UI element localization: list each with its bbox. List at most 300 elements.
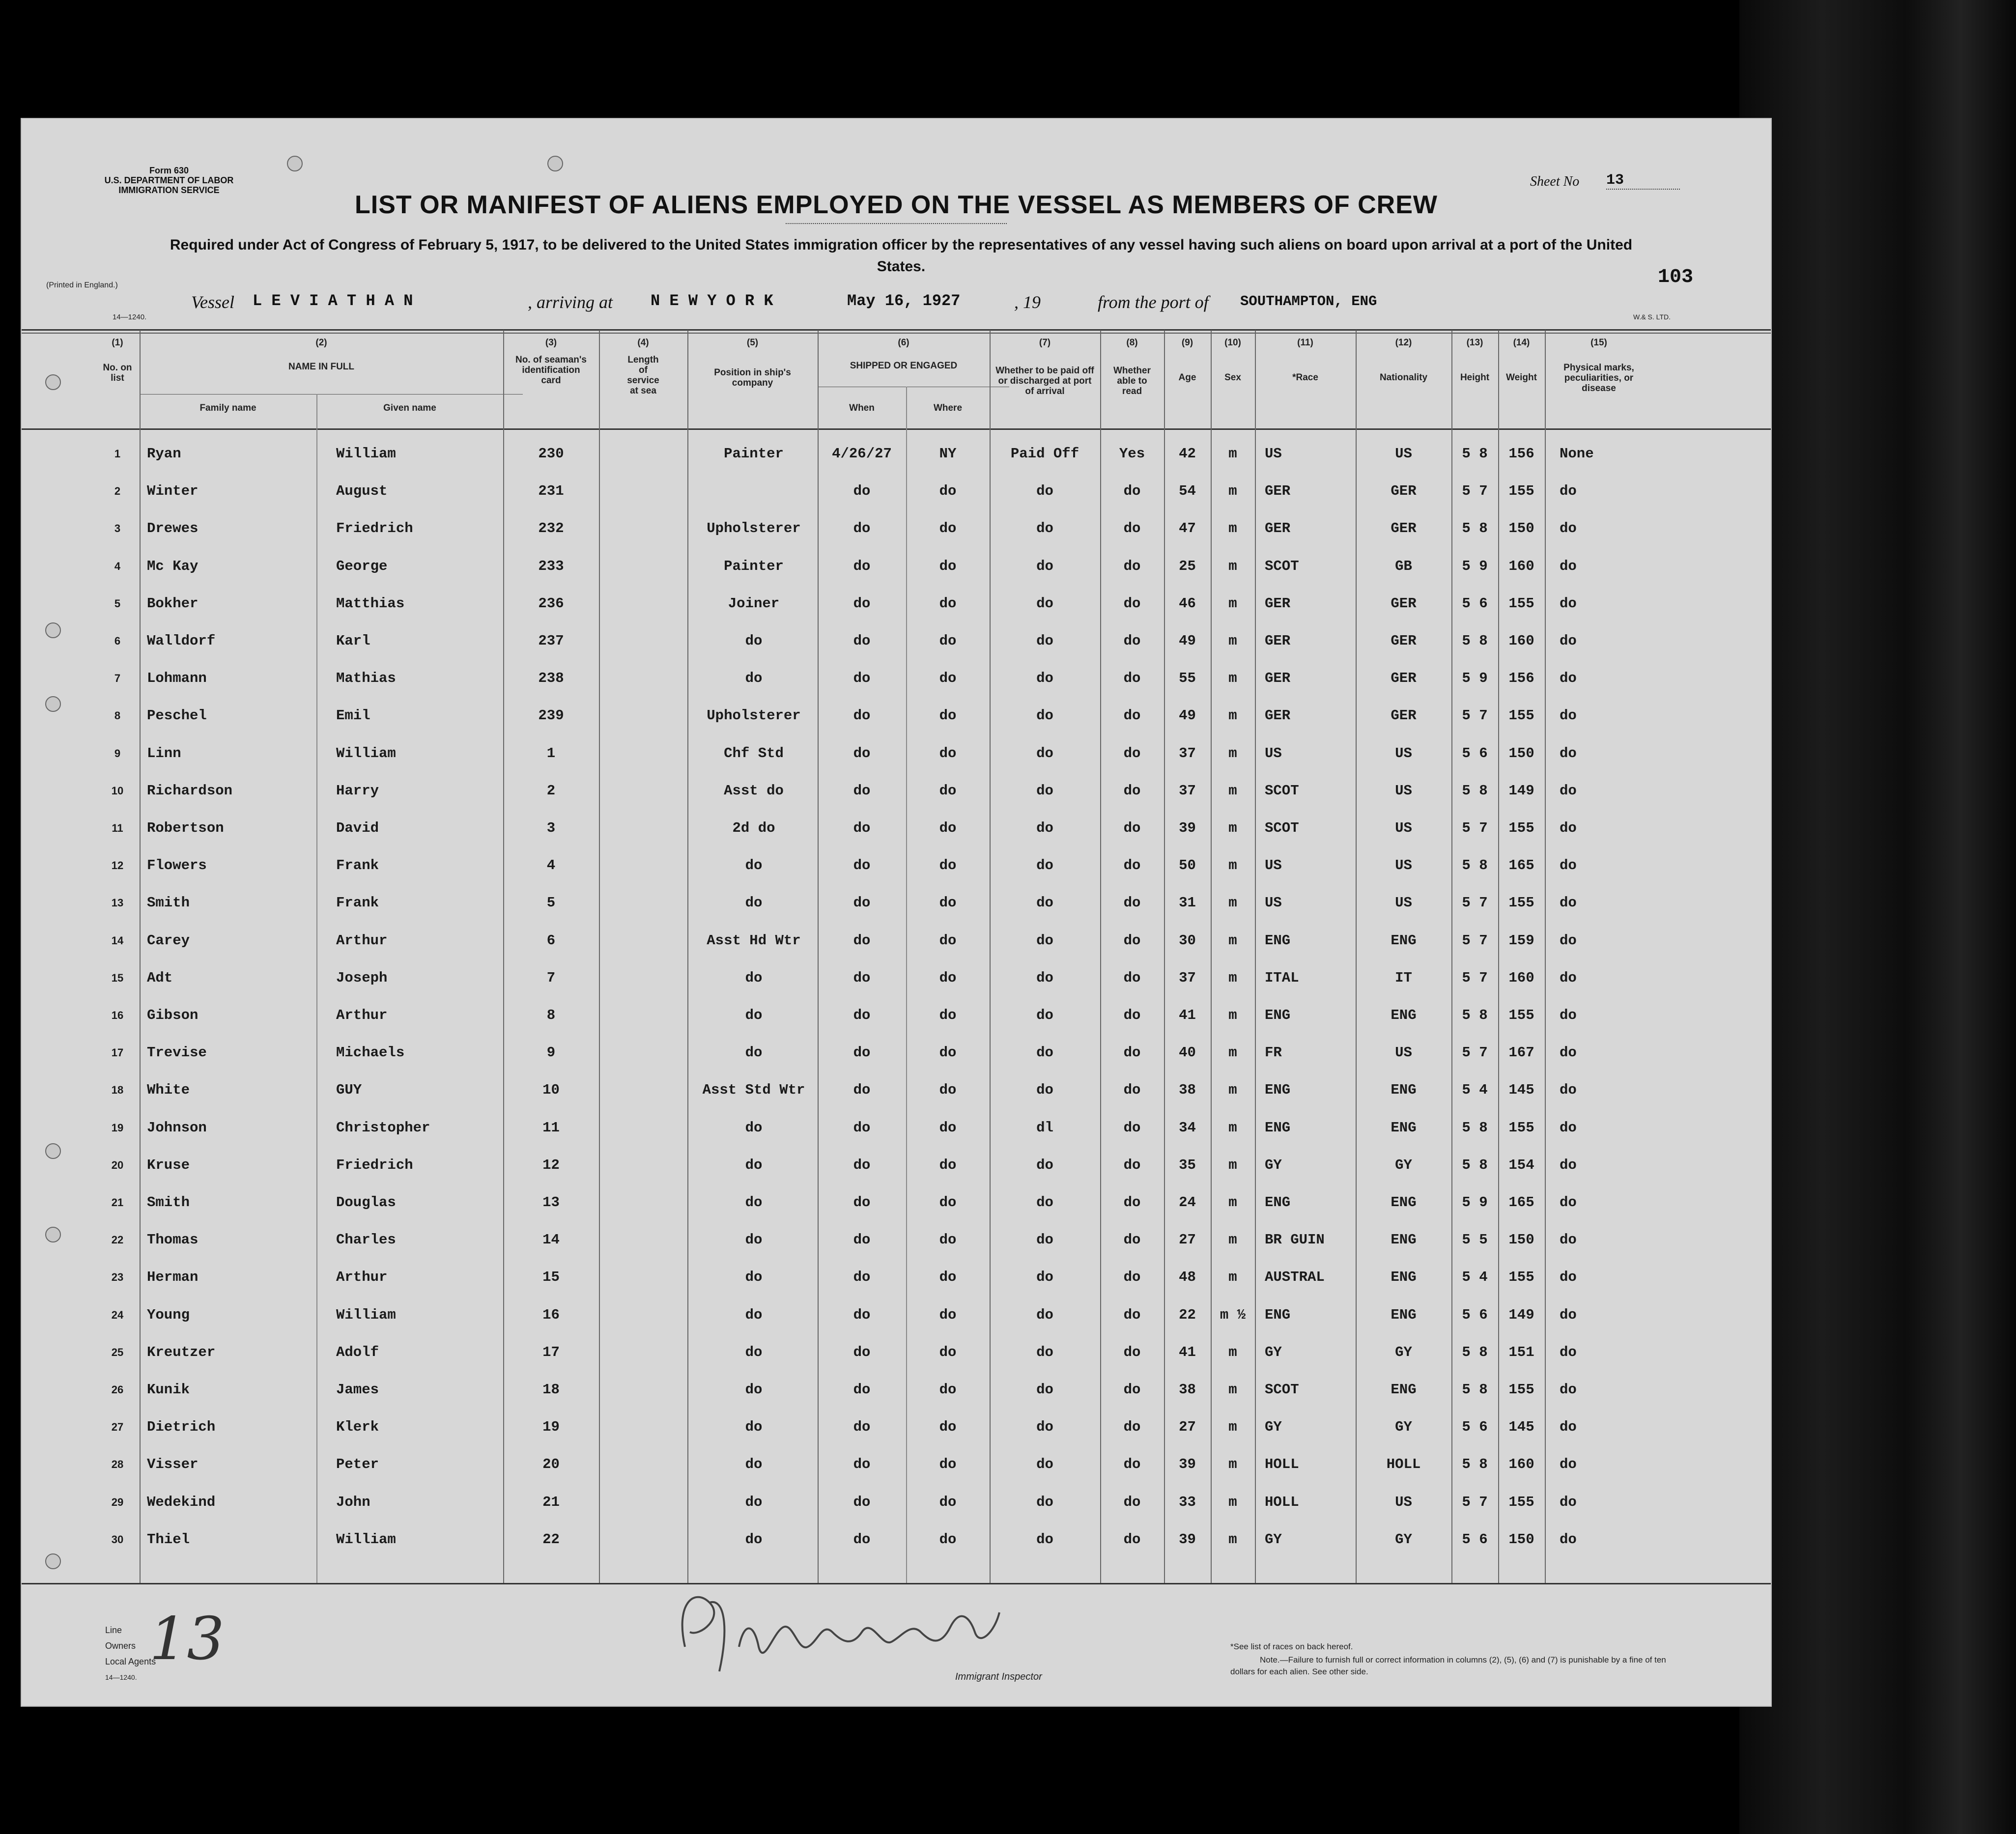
paid-off: do [1036,1232,1053,1248]
sex: m [1228,633,1237,649]
weight: 155 [1508,707,1534,724]
footer-labels [105,1622,156,1685]
position: 2d do [732,820,775,836]
paid-off: do [1036,1456,1053,1473]
family-name: Johnson [147,1119,207,1136]
punch-hole [45,622,61,638]
weight: 156 [1508,446,1534,462]
able-to-read: do [1123,595,1141,612]
sheet-number: 13 [1606,172,1680,190]
id-card-number: 17 [542,1344,560,1360]
shipped-where: do [939,782,957,799]
row-number: 1 [114,448,121,460]
family-name: Kruse [147,1157,190,1173]
height: 5 8 [1462,520,1488,537]
height: 5 8 [1462,1157,1488,1173]
able-to-read: do [1123,1419,1141,1436]
id-card-number: 233 [538,558,564,574]
given-name: Charles [336,1232,396,1248]
shipped-when: do [853,1306,871,1323]
shipped-where: do [939,745,957,762]
given-name: George [336,558,388,574]
id-card-number: 20 [542,1456,560,1473]
row-number: 21 [111,1196,124,1209]
weight: 145 [1508,1082,1534,1099]
family-name: Carey [147,932,190,949]
race: ENG [1265,1082,1291,1099]
id-card-number: 236 [538,595,564,612]
paid-off: do [1036,707,1053,724]
weight: 155 [1508,1382,1534,1398]
col14-header: (14) Weight [1506,338,1537,383]
col6-header: (6) SHIPPED OR ENGAGED [850,338,958,371]
height: 5 7 [1462,932,1488,949]
paid-off: do [1036,1082,1053,1099]
position: do [745,1119,763,1136]
punch-hole [547,156,563,171]
printer-mark: W.& S. LTD. [1633,313,1671,321]
given-name: William [336,745,396,762]
id-card-number: 10 [542,1082,560,1099]
family-name: Dietrich [147,1419,216,1436]
age: 37 [1179,969,1196,986]
given-name: John [336,1494,370,1510]
paid-off: Paid Off [1010,446,1079,462]
shipped-where: do [939,633,957,649]
id-card-number: 9 [546,1044,556,1061]
nationality: US [1395,1044,1412,1061]
height: 5 9 [1462,1194,1488,1211]
position: do [745,1456,763,1473]
shipped-where: do [939,932,957,949]
position: Painter [724,558,784,574]
shipped-when: do [853,595,871,612]
age: 39 [1179,820,1196,836]
shipped-where: do [939,1007,957,1023]
paid-off: do [1036,520,1053,537]
able-to-read: do [1123,558,1141,574]
weight: 155 [1508,483,1534,500]
col-rule [1211,330,1212,1583]
nationality: US [1395,820,1412,836]
row-number: 6 [114,635,121,647]
physical-marks: do [1560,782,1577,799]
col12-header: (12) Nationality [1379,338,1428,383]
row-number: 2 [114,485,121,498]
position: Asst do [724,782,784,799]
weight: 156 [1508,670,1534,687]
family-name: Young [147,1306,190,1323]
physical-marks: do [1560,857,1577,874]
age: 24 [1179,1194,1196,1211]
age: 41 [1179,1007,1196,1023]
family-name: Richardson [147,782,233,799]
paid-off: do [1036,820,1053,836]
able-to-read: do [1123,1344,1141,1360]
weight: 149 [1508,782,1534,799]
position: do [745,1232,763,1248]
shipped-when: do [853,707,871,724]
race: ENG [1265,1194,1291,1211]
race: HOLL [1265,1494,1299,1510]
age: 42 [1179,446,1196,462]
physical-marks: do [1560,1082,1577,1099]
col-rule [1356,330,1357,1583]
position: Asst Hd Wtr [707,932,801,949]
physical-marks: do [1560,670,1577,687]
shipped-when: do [853,1344,871,1360]
id-card-number: 21 [542,1494,560,1510]
arriving-label: , arriving at [528,292,613,312]
able-to-read: do [1123,1306,1141,1323]
family-name: Kunik [147,1382,190,1398]
position: do [745,670,763,687]
height: 5 6 [1462,1531,1488,1548]
family-name: Lohmann [147,670,207,687]
nationality: ENG [1391,932,1417,949]
position: Asst Std Wtr [702,1082,805,1099]
able-to-read: do [1123,483,1141,500]
nationality: ENG [1391,1306,1417,1323]
shipped-when: do [853,1232,871,1248]
race: GER [1265,595,1291,612]
family-name: Trevise [147,1044,207,1061]
departure-port: SOUTHAMPTON, ENG [1240,293,1377,310]
paid-off: do [1036,558,1053,574]
age: 38 [1179,1382,1196,1398]
id-card-number: 11 [542,1119,560,1136]
shipped-when: do [853,1419,871,1436]
sex: m [1228,1044,1237,1061]
shipped-where: do [939,1344,957,1360]
shipped-when: do [853,1194,871,1211]
height: 5 7 [1462,969,1488,986]
shipped-where: do [939,1082,957,1099]
physical-marks: do [1560,1306,1577,1323]
race: SCOT [1265,820,1299,836]
nationality: US [1395,745,1412,762]
able-to-read: do [1123,857,1141,874]
position: do [745,969,763,986]
col-rule [1545,330,1546,1583]
race: ENG [1265,932,1291,949]
row-number: 11 [112,822,123,834]
family-name: Kreutzer [147,1344,216,1360]
nationality: ENG [1391,1119,1417,1136]
row-number: 16 [111,1009,124,1021]
row-number: 18 [111,1084,124,1097]
age: 30 [1179,932,1196,949]
row-number: 9 [114,747,121,760]
col-rule [316,394,317,1583]
physical-marks: do [1560,969,1577,986]
given-name: Joseph [336,969,388,986]
height: 5 7 [1462,895,1488,911]
shipped-when: do [853,1456,871,1473]
sex: m [1228,969,1237,986]
age: 31 [1179,895,1196,911]
age: 47 [1179,520,1196,537]
row-number: 17 [111,1046,124,1059]
race: US [1265,895,1282,911]
shipped-when: do [853,1269,871,1286]
id-card-number: 7 [546,969,556,986]
age: 38 [1179,1082,1196,1099]
race: US [1265,745,1282,762]
race: FR [1265,1044,1282,1061]
nationality: GER [1391,520,1417,537]
able-to-read: do [1123,1157,1141,1173]
shipped-when: do [853,782,871,799]
shipped-when: do [853,670,871,687]
able-to-read: do [1123,820,1141,836]
age: 27 [1179,1419,1196,1436]
shipped-where: do [939,595,957,612]
weight: 165 [1508,1194,1534,1211]
sex: m [1228,857,1237,874]
paid-off: do [1036,1306,1053,1323]
row-number: 3 [114,522,121,535]
shipped-where: do [939,895,957,911]
row-number: 20 [111,1158,124,1171]
age: 54 [1179,483,1196,500]
nationality: GER [1391,483,1417,500]
department: U.S. DEPARTMENT OF LABOR [104,175,234,185]
paid-off: do [1036,1531,1053,1548]
id-card-number: 19 [542,1419,560,1436]
race-note: *See list of races on back hereof. [1230,1642,1353,1651]
family-name-header: Family name [199,403,256,413]
nationality: US [1395,1494,1412,1510]
id-card-number: 6 [546,932,556,949]
given-name: Arthur [336,1007,388,1023]
position: Painter [724,446,784,462]
row-number: 8 [114,709,121,722]
col-rule [1164,330,1165,1583]
race: US [1265,446,1282,462]
shipped-when: do [853,1382,871,1398]
nationality: US [1395,446,1412,462]
height: 5 8 [1462,782,1488,799]
physical-marks: do [1560,895,1577,911]
able-to-read: do [1123,707,1141,724]
sex: m [1228,707,1237,724]
age: 33 [1179,1494,1196,1510]
sex: m [1228,558,1237,574]
height: 5 7 [1462,483,1488,500]
shipped-when: do [853,820,871,836]
position: Chf Std [724,745,784,762]
able-to-read: do [1123,1044,1141,1061]
shipped-when: do [853,483,871,500]
scan-background [1739,0,2016,1834]
row-number: 26 [111,1383,124,1396]
physical-marks: do [1560,1531,1577,1548]
sex: m [1228,1382,1237,1398]
physical-marks: do [1560,520,1577,537]
col7-header: (7) Whether to be paid off or discharged at port of arrival [995,338,1094,396]
id-card-number: 14 [542,1232,560,1248]
table-top-rule [22,333,1771,334]
shipped-when: do [853,1157,871,1173]
able-to-read: do [1123,1082,1141,1099]
height: 5 9 [1462,558,1488,574]
given-name: William [336,446,396,462]
race: ENG [1265,1306,1291,1323]
height: 5 8 [1462,857,1488,874]
col-rule [906,387,907,1583]
family-name: Mc Kay [147,558,199,574]
given-name: Karl [336,633,370,649]
row-number: 25 [111,1346,124,1358]
where-header: Where [933,403,963,413]
race: SCOT [1265,1382,1299,1398]
family-name: Walldorf [147,633,216,649]
shipped-where: do [939,1306,957,1323]
family-name: Winter [147,483,199,500]
sex: m [1228,1269,1237,1286]
shipped-where: do [939,1382,957,1398]
able-to-read: Yes [1119,446,1145,462]
shipped-where: do [939,670,957,687]
position: do [745,633,763,649]
col15-header: (15) Physical marks, peculiarities, or disease [1563,338,1634,394]
able-to-read: do [1123,969,1141,986]
paid-off: do [1036,1382,1053,1398]
penalty-note: Note.—Failure to furnish full or correct information in columns (2), (5), (6) and (7) is punishable by a fine of ten dollars for each alien. See other side. [1230,1655,1666,1676]
sex: m [1228,932,1237,949]
sex: m [1228,1082,1237,1099]
weight: 150 [1508,520,1534,537]
paid-off: do [1036,1419,1053,1436]
shipped-when: do [853,932,871,949]
shipped-where: do [939,1157,957,1173]
race: GY [1265,1531,1282,1548]
height: 5 8 [1462,1007,1488,1023]
weight: 155 [1508,1119,1534,1136]
id-card-number: 2 [546,782,556,799]
able-to-read: do [1123,1531,1141,1548]
col-rule [1498,330,1499,1583]
height: 5 7 [1462,1494,1488,1510]
height: 5 6 [1462,1306,1488,1323]
form-number: Form 630 [149,166,189,175]
physical-marks: do [1560,1419,1577,1436]
position: do [745,1269,763,1286]
family-name: Ryan [147,446,181,462]
age: 46 [1179,595,1196,612]
id-card-number: 15 [542,1269,560,1286]
family-name: Wedekind [147,1494,216,1510]
able-to-read: do [1123,1456,1141,1473]
weight: 154 [1508,1157,1534,1173]
line-label: Line [105,1625,122,1635]
position: Upholsterer [707,520,801,537]
nationality: ENG [1391,1007,1417,1023]
weight: 155 [1508,820,1534,836]
shipped-where: do [939,1269,957,1286]
position: do [745,857,763,874]
given-name: David [336,820,379,836]
shipped-where: do [939,1119,957,1136]
paid-off: do [1036,670,1053,687]
paid-off: do [1036,1344,1053,1360]
id-card-number: 232 [538,520,564,537]
sex: m [1228,1494,1237,1510]
height: 5 5 [1462,1232,1488,1248]
row-number: 29 [111,1495,124,1508]
nationality: GER [1391,670,1417,687]
weight: 159 [1508,932,1534,949]
able-to-read: do [1123,1119,1141,1136]
sex: m [1228,1456,1237,1473]
race: GY [1265,1419,1282,1436]
race: SCOT [1265,558,1299,574]
position: Upholsterer [707,707,801,724]
sex: m [1228,595,1237,612]
given-name: Arthur [336,932,388,949]
paid-off: do [1036,483,1053,500]
shipped-when: do [853,1007,871,1023]
weight: 165 [1508,857,1534,874]
height: 5 4 [1462,1082,1488,1099]
paid-off: do [1036,1194,1053,1211]
physical-marks: do [1560,820,1577,836]
position: do [745,1382,763,1398]
race: ENG [1265,1119,1291,1136]
position: do [745,1306,763,1323]
row-number: 15 [111,971,124,984]
owners-label: Owners [105,1641,136,1651]
header-bottom-rule [22,428,1771,430]
row-number: 30 [111,1533,124,1546]
nationality: ENG [1391,1194,1417,1211]
height: 5 8 [1462,1456,1488,1473]
nationality: GER [1391,595,1417,612]
physical-marks: do [1560,1494,1577,1510]
position: Joiner [728,595,780,612]
col9-header: (9) Age [1178,338,1196,383]
physical-marks: do [1560,595,1577,612]
nationality: ENG [1391,1232,1417,1248]
sex: m [1228,1232,1237,1248]
shipped-when: do [853,895,871,911]
family-name: Drewes [147,520,199,537]
weight: 145 [1508,1419,1534,1436]
race: GER [1265,670,1291,687]
able-to-read: do [1123,520,1141,537]
local-agents-label: Local Agents [105,1657,156,1666]
race: GER [1265,520,1291,537]
able-to-read: do [1123,745,1141,762]
col-rule [503,330,504,1583]
family-name: Smith [147,1194,190,1211]
col2-header: (2) NAME IN FULL [288,338,355,372]
family-name: Bokher [147,595,199,612]
given-name: Friedrich [336,520,413,537]
shipped-when: 4/26/27 [832,446,892,462]
able-to-read: do [1123,670,1141,687]
race: GER [1265,633,1291,649]
able-to-read: do [1123,932,1141,949]
row-number: 12 [111,859,124,872]
family-name: Robertson [147,820,224,836]
nationality: ENG [1391,1082,1417,1099]
paid-off: do [1036,1157,1053,1173]
sex: m [1228,520,1237,537]
physical-marks: None [1560,446,1594,462]
col11-header: (11) *Race [1292,338,1318,383]
